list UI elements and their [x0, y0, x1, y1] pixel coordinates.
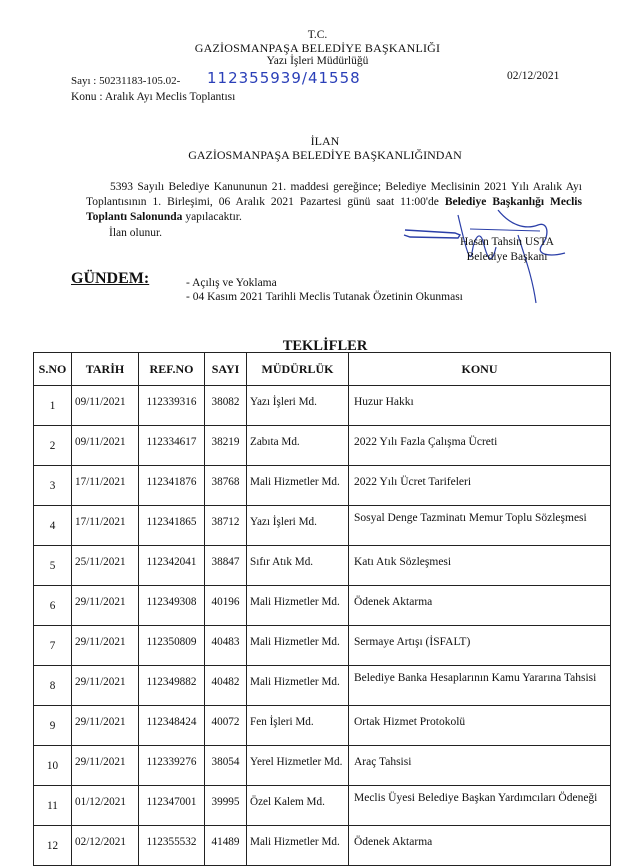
row-tarih: 01/12/2021: [72, 786, 139, 826]
row-sno: 6: [34, 586, 72, 626]
handwritten-number: 112355939/41558: [207, 69, 361, 87]
row-sno: 5: [34, 546, 72, 586]
agenda-item-2: - 04 Kasım 2021 Tarihli Meclis Tutanak Özetinin Okunması: [186, 291, 463, 303]
row-tarih: 09/11/2021: [72, 426, 139, 466]
col-header-konu: KONU: [349, 353, 611, 386]
table-row: [34, 426, 611, 466]
row-tarih: 25/11/2021: [72, 546, 139, 586]
row-sno: 4: [34, 506, 72, 546]
row-sno: 3: [34, 466, 72, 506]
row-sayi: 40196: [205, 586, 247, 626]
row-refno: 112350809: [139, 626, 205, 666]
row-refno: 112341865: [139, 506, 205, 546]
table-row: [34, 506, 611, 546]
proposals-title: TEKLİFLER: [282, 338, 368, 354]
table-row: [34, 386, 611, 426]
row-sno: 2: [34, 426, 72, 466]
row-tarih: 02/12/2021: [72, 826, 139, 866]
row-tarih: 09/11/2021: [72, 386, 139, 426]
row-konu: Sosyal Denge Tazminatı Memur Toplu Sözleşmesi: [349, 506, 611, 546]
row-konu: Ödenek Aktarma: [349, 586, 611, 626]
row-konu: Ödenek Aktarma: [349, 826, 611, 866]
header-municipality: GAZİOSMANPAŞA BELEDİYE BAŞKANLIĞI: [194, 41, 441, 55]
row-sayi: 39995: [205, 786, 247, 826]
row-konu: Belediye Banka Hesaplarının Kamu Yararına Tahsisi: [349, 666, 611, 706]
row-mudurluk: Zabıta Md.: [247, 426, 349, 466]
signer-title: Belediye Başkanı: [466, 251, 548, 263]
row-tarih: 17/11/2021: [72, 466, 139, 506]
row-sayi: 40072: [205, 706, 247, 746]
agenda-list: [186, 276, 463, 304]
col-header-refno: REF.NO: [139, 353, 205, 386]
body-text-bold: Belediye Başkanlığı Meclis Toplantı Salonunda: [86, 196, 582, 223]
row-tarih: 29/11/2021: [72, 626, 139, 666]
table-header-row: [34, 353, 611, 386]
row-sayi: 41489: [205, 826, 247, 866]
row-mudurluk: Mali Hizmetler Md.: [247, 826, 349, 866]
agenda-heading: GÜNDEM:: [71, 270, 150, 287]
row-tarih: 29/11/2021: [72, 666, 139, 706]
table-row: [34, 786, 611, 826]
proposals-table: [33, 352, 611, 866]
row-refno: 112349308: [139, 586, 205, 626]
row-mudurluk: Fen İşleri Md.: [247, 706, 349, 746]
col-header-sayi: SAYI: [205, 353, 247, 386]
body-text-part1: 5393 Sayılı Belediye Kanununun 21. maddesi gereğince; Belediye Meclisinin 2021 Yılı Aralık Ayı Toplantısının 1. Birleşimi, 06 Aralık 2021 Pazartesi günü saat 11:00'de: [86, 181, 582, 208]
row-konu: 2022 Yılı Fazla Çalışma Ücreti: [349, 426, 611, 466]
row-tarih: 17/11/2021: [72, 506, 139, 546]
table-row: [34, 666, 611, 706]
row-sno: 10: [34, 746, 72, 786]
row-sayi: 38712: [205, 506, 247, 546]
row-mudurluk: Yerel Hizmetler Md.: [247, 746, 349, 786]
row-refno: 112341876: [139, 466, 205, 506]
row-tarih: 29/11/2021: [72, 586, 139, 626]
row-sayi: 40483: [205, 626, 247, 666]
row-sno: 9: [34, 706, 72, 746]
row-mudurluk: Özel Kalem Md.: [247, 786, 349, 826]
row-konu: Huzur Hakkı: [349, 386, 611, 426]
ilan-title: İLAN: [310, 134, 340, 148]
header-tc: T.C.: [307, 29, 328, 41]
row-mudurluk: Yazı İşleri Md.: [247, 506, 349, 546]
row-sno: 8: [34, 666, 72, 706]
row-refno: 112339316: [139, 386, 205, 426]
table-row: [34, 546, 611, 586]
table-row: [34, 626, 611, 666]
row-sayi: 38847: [205, 546, 247, 586]
row-sayi: 38768: [205, 466, 247, 506]
closing-text: İlan olunur.: [109, 227, 163, 239]
row-mudurluk: Mali Hizmetler Md.: [247, 666, 349, 706]
row-sayi: 40482: [205, 666, 247, 706]
row-mudurluk: Mali Hizmetler Md.: [247, 466, 349, 506]
row-refno: 112355532: [139, 826, 205, 866]
table-row: [34, 586, 611, 626]
ilan-subtitle: GAZİOSMANPAŞA BELEDİYE BAŞKANLIĞINDAN: [188, 148, 462, 162]
row-mudurluk: Yazı İşleri Md.: [247, 386, 349, 426]
row-konu: Sermaye Artışı (İSFALT): [349, 626, 611, 666]
row-refno: 112339276: [139, 746, 205, 786]
row-sayi: 38082: [205, 386, 247, 426]
subject-line: Konu : Aralık Ayı Meclis Toplantısı: [71, 91, 236, 103]
row-refno: 112349882: [139, 666, 205, 706]
row-refno: 112348424: [139, 706, 205, 746]
signer-block: [452, 235, 562, 265]
signer-name: Hasan Tahsin USTA: [460, 236, 554, 248]
row-mudurluk: Mali Hizmetler Md.: [247, 586, 349, 626]
row-tarih: 29/11/2021: [72, 706, 139, 746]
col-header-sno: S.NO: [34, 353, 72, 386]
row-konu: 2022 Yılı Ücret Tarifeleri: [349, 466, 611, 506]
document-date: 02/12/2021: [507, 70, 560, 82]
header-department: Yazı İşleri Müdürlüğü: [266, 55, 369, 67]
row-sno: 12: [34, 826, 72, 866]
row-konu: Meclis Üyesi Belediye Başkan Yardımcıları Ödeneği: [349, 786, 611, 826]
row-tarih: 29/11/2021: [72, 746, 139, 786]
table-row: [34, 706, 611, 746]
row-sayi: 38219: [205, 426, 247, 466]
agenda-item-1: - Açılış ve Yoklama: [186, 277, 277, 289]
row-refno: 112347001: [139, 786, 205, 826]
row-mudurluk: Mali Hizmetler Md.: [247, 626, 349, 666]
row-refno: 112342041: [139, 546, 205, 586]
reference-number: Sayı : 50231183-105.02-: [71, 75, 181, 87]
row-konu: Araç Tahsisi: [349, 746, 611, 786]
row-mudurluk: Sıfır Atık Md.: [247, 546, 349, 586]
row-sno: 11: [34, 786, 72, 826]
table-row: [34, 466, 611, 506]
row-konu: Katı Atık Sözleşmesi: [349, 546, 611, 586]
row-konu: Ortak Hizmet Protokolü: [349, 706, 611, 746]
row-sayi: 38054: [205, 746, 247, 786]
row-sno: 1: [34, 386, 72, 426]
col-header-tarih: TARİH: [72, 353, 139, 386]
col-header-mudurluk: MÜDÜRLÜK: [247, 353, 349, 386]
table-row: [34, 826, 611, 866]
row-refno: 112334617: [139, 426, 205, 466]
row-sno: 7: [34, 626, 72, 666]
body-text-part2: yapılacaktır.: [182, 211, 242, 223]
